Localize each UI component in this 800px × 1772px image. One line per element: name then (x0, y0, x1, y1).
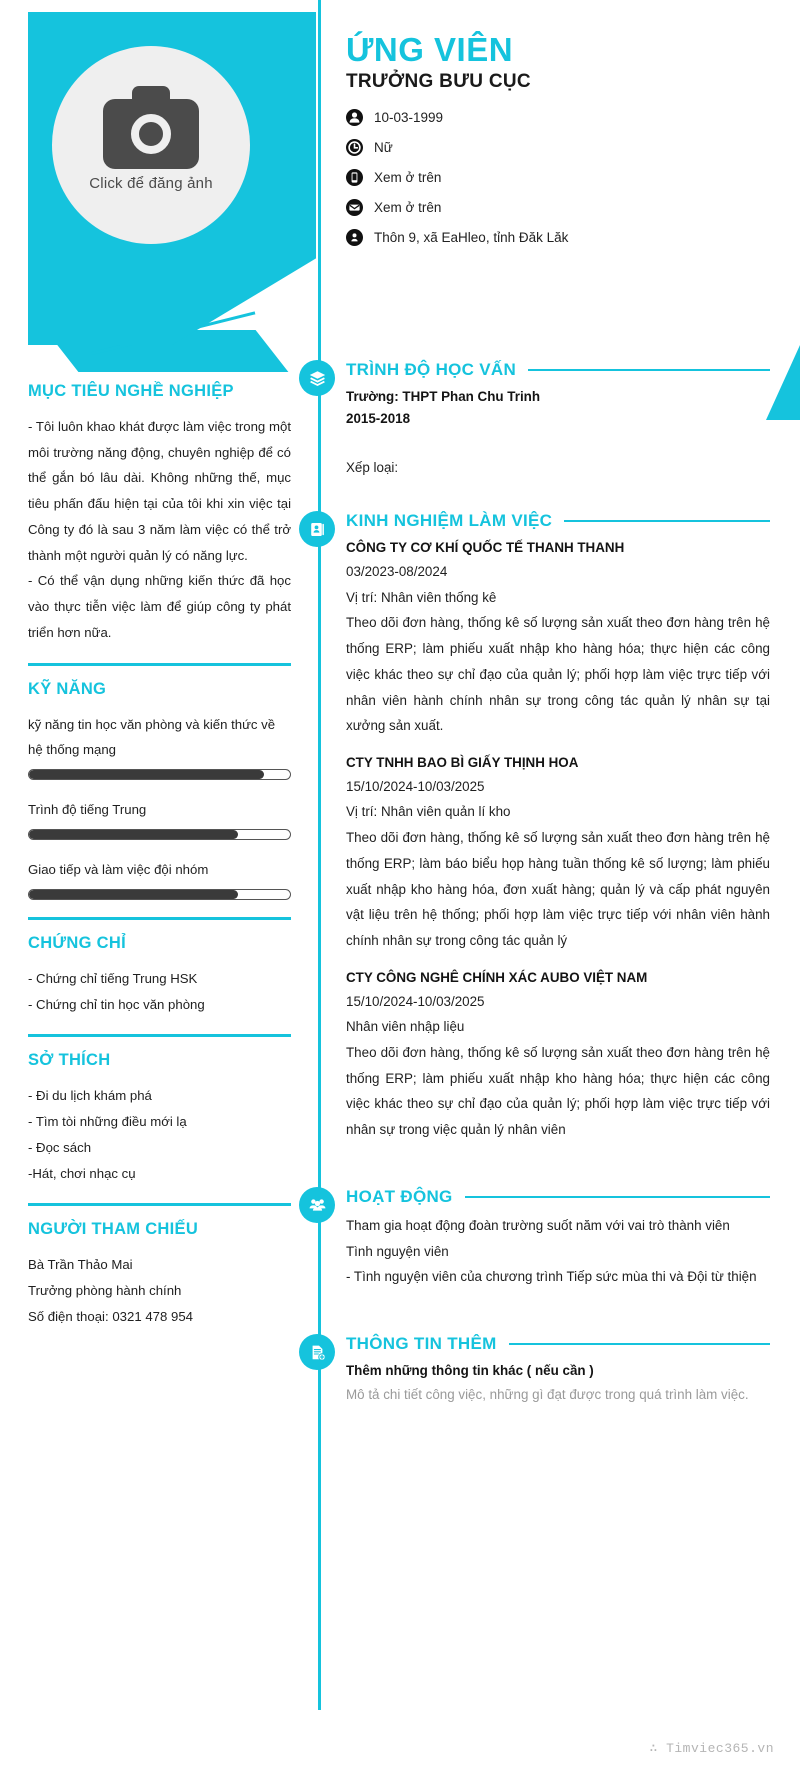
objective-paragraph-2: - Có thể vận dụng những kiến thức đã học vào thực tiễn việc làm để giúp công ty phát triển hơn nữa. (28, 573, 291, 640)
header-rule (465, 1196, 770, 1199)
section-divider (28, 1203, 291, 1206)
photo-upload-caption: Click để đăng ảnh (89, 174, 213, 192)
additional-info-placeholder[interactable]: Mô tả chi tiết công việc, những gì đạt được trong quá trình làm việc. (346, 1386, 749, 1402)
hobby-item: - Tìm tòi những điều mới lạ (28, 1114, 187, 1130)
section-title-certificates: CHỨNG CHỈ (28, 933, 126, 952)
job-position: Vị trí: Nhân viên thống kê (346, 589, 497, 605)
skill-progress-fill (29, 830, 238, 839)
reference-name: Bà Trần Thảo Mai (28, 1257, 133, 1273)
clock-icon (346, 139, 363, 156)
reference-phone: Số điện thoại: 0321 478 954 (28, 1308, 193, 1324)
skill-item (28, 797, 291, 840)
photo-upload-target[interactable] (52, 46, 250, 244)
left-sidebar (28, 368, 291, 1334)
hobby-item: - Đọc sách (28, 1139, 92, 1155)
contact-text-gender: Nữ (374, 139, 393, 155)
additional-info-heading: Thêm những thông tin khác ( nếu cần ) (346, 1363, 594, 1379)
section-additional-info (346, 1334, 770, 1407)
section-divider (28, 1034, 291, 1037)
section-skills (28, 680, 291, 920)
education-school: Trường: THPT Phan Chu Trinh (346, 389, 541, 404)
skill-label: kỹ năng tin học văn phòng và kiến thức về hệ thống mạng (28, 716, 276, 757)
contact-row-email (346, 199, 766, 216)
phone-icon (346, 169, 363, 186)
certificate-item: - Chứng chỉ tiếng Trung HSK (28, 970, 198, 986)
activity-line: Tham gia hoạt động đoàn trường suốt năm với vai trò thành viên (346, 1217, 730, 1233)
section-title-activities: HOẠT ĐỘNG (346, 1186, 453, 1206)
contact-row-phone (346, 169, 766, 186)
objective-paragraph-1: - Tôi luôn khao khát được làm việc trong một môi trường năng động, chuyên nghiệp để có thể gắn bó lâu dài. Không những thế, mục tiêu phấn đấu hiện tại của tôi khi xin việc tại Công ty đó là sau 3 năm làm việc có thể trở thành một người quản lý có năng lực. (28, 419, 291, 563)
section-header-additional-info (346, 1334, 770, 1354)
section-title-hobbies: SỞ THÍCH (28, 1051, 111, 1070)
envelope-icon (346, 199, 363, 216)
job-description: Theo dõi đơn hàng, thống kê số lượng sản xuất theo đơn hàng trên hệ thống ERP; làm báo biểu họp hàng tuần thống kê số lượng; làm phiếu xuất nhập kho hàng hóa, đơn xuất hàng; quản lý và cấp phát nguyên vật liệu trên hệ thống; phối hợp làm việc trực tiếp với nhân viên hành chính nhân sự trong công tác quản lý (346, 830, 770, 949)
header-rule (564, 520, 770, 523)
contact-text-address: Thôn 9, xã EaHleo, tỉnh Đăk Lăk (374, 229, 569, 245)
section-header-education (346, 360, 770, 380)
user-icon (346, 109, 363, 126)
contact-row-address (346, 229, 766, 246)
header-rule (509, 1343, 770, 1346)
section-title-skills: KỸ NĂNG (28, 679, 107, 698)
section-references (28, 1220, 291, 1329)
section-divider (28, 663, 291, 666)
skill-progress-bar (28, 769, 291, 780)
job-position: Vị trí: Nhân viên quản lí kho (346, 804, 511, 820)
skill-progress-fill (29, 890, 238, 899)
section-divider (28, 917, 291, 920)
id-card-icon (299, 511, 335, 547)
section-title-objective: MỤC TIÊU NGHỀ NGHIỆP (28, 382, 234, 400)
watermark: ∴ Timviec365.vn (649, 1741, 774, 1756)
skill-item (28, 712, 291, 780)
section-title-experience: KINH NGHIỆM LÀM VIỆC (346, 511, 553, 531)
contact-row-birthdate (346, 109, 766, 126)
section-education (346, 360, 770, 507)
job-description: Theo dõi đơn hàng, thống kê số lượng sản xuất theo đơn hàng trên hệ thống ERP; làm phiếu xuất nhập kho hàng hóa; thực hiện các công việc khác theo sự chỉ đạo của quản lý; phối hợp làm việc trực tiếp với nhân viên hành chính nhân sự trong công tác quản lý nhân sự tại xưởng sản xuất. (346, 615, 770, 734)
skill-label: Giao tiếp và làm việc đội nhóm (28, 861, 209, 877)
skill-progress-bar (28, 829, 291, 840)
timeline-rail (318, 0, 321, 1710)
section-header-activities (346, 1187, 770, 1207)
right-corner-tab-shape (766, 345, 800, 420)
people-group-icon (299, 1187, 335, 1223)
section-title-additional-info: THÔNG TIN THÊM (346, 1334, 497, 1354)
job-entry (346, 752, 770, 954)
map-pin-icon (346, 229, 363, 246)
activity-line: - Tình nguyện viên của chương trình Tiếp sức mùa thi và Đội từ thiện (346, 1269, 757, 1285)
camera-lens-icon (131, 114, 171, 154)
job-entry (346, 537, 770, 739)
job-company: CTY TNHH BAO BÌ GIẤY THỊNH HOA (346, 754, 579, 770)
cv-header (346, 32, 766, 259)
section-title-education: TRÌNH ĐỘ HỌC VẤN (346, 360, 517, 379)
skill-item (28, 857, 291, 900)
job-company: CÔNG TY CƠ KHÍ QUỐC TẾ THANH THANH (346, 540, 625, 556)
section-certificates (28, 934, 291, 1037)
contact-text-birthdate: 10-03-1999 (374, 109, 444, 125)
contact-text-email: Xem ở trên (374, 199, 442, 215)
job-entry (346, 967, 770, 1143)
candidate-job-title: TRƯỞNG BƯU CỤC (346, 70, 531, 92)
candidate-name: ỨNG VIÊN (346, 31, 514, 68)
certificate-item: - Chứng chỉ tin học văn phòng (28, 996, 205, 1012)
section-objective (28, 382, 291, 666)
section-hobbies (28, 1051, 291, 1206)
skill-progress-bar (28, 889, 291, 900)
right-content (346, 360, 770, 1412)
skill-label: Trình độ tiếng Trung (28, 801, 147, 817)
camera-icon (103, 99, 199, 169)
job-period: 15/10/2024-10/03/2025 (346, 778, 485, 794)
education-years: 2015-2018 (346, 410, 411, 426)
layers-icon (299, 360, 335, 396)
contact-text-phone: Xem ở trên (374, 169, 442, 185)
section-title-references: NGƯỜI THAM CHIẾU (28, 1220, 199, 1239)
job-company: CTY CÔNG NGHÊ CHÍNH XÁC AUBO VIỆT NAM (346, 969, 648, 985)
document-add-icon (299, 1334, 335, 1370)
job-period: 03/2023-08/2024 (346, 563, 448, 579)
section-activities (346, 1187, 770, 1330)
education-grade-label: Xếp loại: (346, 460, 399, 476)
job-description: Theo dõi đơn hàng, thống kê số lượng sản xuất theo đơn hàng trên hệ thống ERP; làm phiếu xuất nhập kho hàng hóa; thực hiện các công việc khác theo sự chỉ đạo của quản lý; phối hợp làm việc trực tiếp với nhân sự trong việc quản lý nhân viên (346, 1045, 770, 1138)
hobby-item: - Đi du lịch khám phá (28, 1088, 152, 1104)
section-experience (346, 511, 770, 1183)
header-rule (528, 369, 770, 372)
hobby-item: -Hát, chơi nhạc cụ (28, 1165, 136, 1181)
skill-progress-fill (29, 770, 264, 779)
activity-line: Tình nguyện viên (346, 1243, 449, 1259)
job-position: Nhân viên nhập liệu (346, 1019, 465, 1035)
section-header-experience (346, 511, 770, 531)
contact-row-gender (346, 139, 766, 156)
contact-list (346, 109, 766, 246)
job-period: 15/10/2024-10/03/2025 (346, 993, 485, 1009)
reference-role: Trưởng phòng hành chính (28, 1283, 182, 1299)
